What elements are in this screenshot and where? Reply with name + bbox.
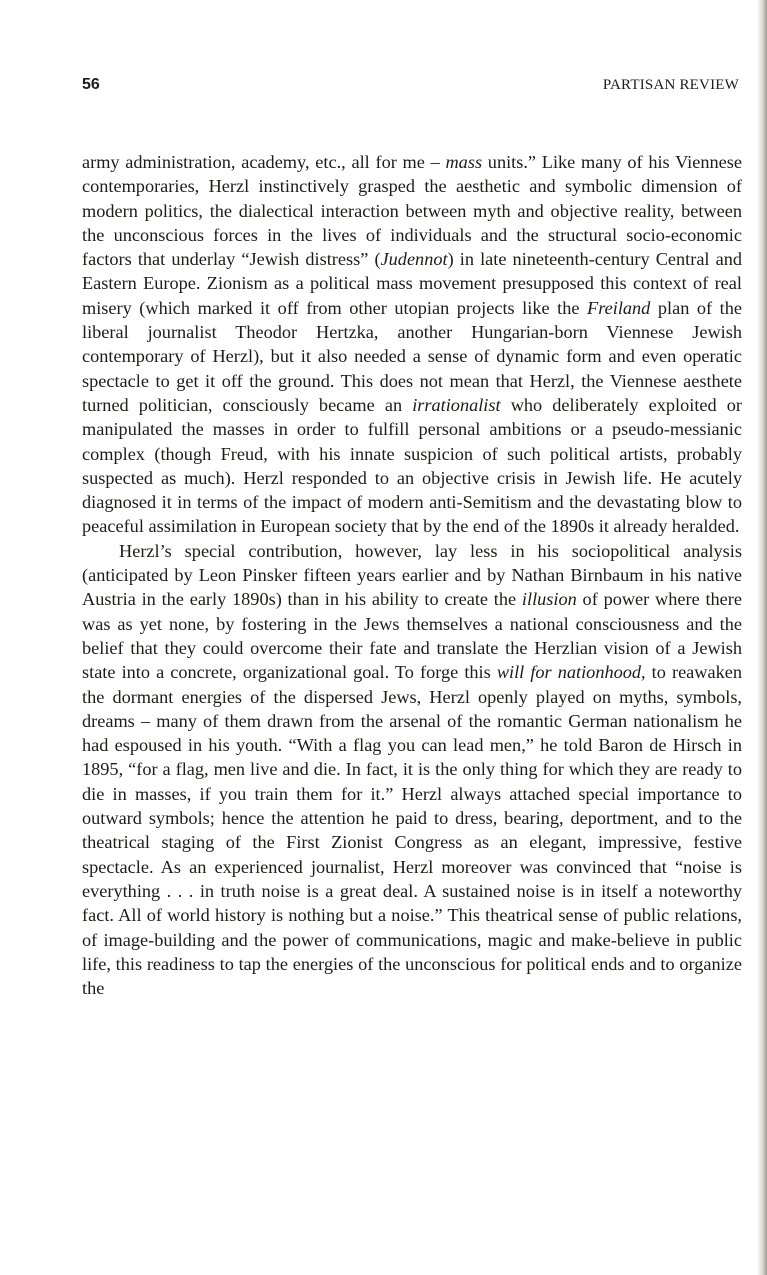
text-run: plan of the liberal journalist Theodor Hertzka, another Hungarian-born Viennese Jewish contemporary of Herzl), but it also needed a sense of dynamic form and even operatic spectacle to get it off the ground. This does not mean that Herzl, the Viennese aesthete turned politician, consciously became an [82,297,742,415]
paragraph-1 [82,150,742,539]
page-number: 56 [82,76,100,93]
italic-text: Freiland [587,297,651,318]
text-run: who deliberately exploited or manipulated the masses in order to fulfill personal ambitions or a pseudo-messianic complex (though Freud, with his innate suspicion of such political artists, probably suspected as much). Herzl responded to an objective crisis in Jewish life. He acutely diagnosed it in terms of the impact of modern anti-Semitism and the devastating blow to peaceful assimilation in European society that by the end of the 1890s it already heralded. [82,394,743,537]
italic-text: Judennot [380,249,448,270]
page-header [82,76,739,102]
italic-text: illusion [521,589,577,610]
running-head: PARTISAN REVIEW [602,77,739,93]
text-run: to reawaken the dormant energies of the dispersed Jews, Herzl openly played on myths, symbols, dreams – many of them drawn from the arsenal of the romantic German nationalism he had espoused in his youth. “With a flag you can lead men,” he told Baron de Hirsch in 1895, “for a flag, men live and die. In fact, it is the only thing for which they are ready to die in masses, if you train them for it.” Herzl always attached special importance to outward symbols; hence the attention he paid to dress, bearing, deportment, and to the theatrical staging of the First Zionist Congress as an elegant, impressive, festive spectacle. As an experienced journalist, Herzl moreover was convinced that “noise is everything . . . in truth noise is a great deal. A sustained noise is in itself a noteworthy fact. All of world history is nothing but a noise.” This theatrical sense of public relations, of image-building and the power of communications, magic and make-believe in public life, this readiness to tap the energies of the unconscious for political ends and to organize the [82,662,743,999]
paragraph-2 [82,539,742,1001]
italic-text: will for nationhood, [496,662,646,683]
text-run: of power where there was as yet none, by fostering in the Jews themselves a national consciousness and the belief that they could overcome their fate and translate the Herzlian vision of a Jewish state into a concrete, organizational goal. To forge this [82,589,742,683]
text-run: army administration, academy, etc., all for me – [82,152,446,172]
text-run: units.” Like many of his Viennese contemporaries, Herzl instinctively grasped the aesthetic and symbolic dimension of modern politics, the dialectical interaction between myth and objective reality, between the unconscious forces in the lives of individuals and the structural socio-economic factors that underlay “Jewish distress” ( [82,152,742,270]
italic-text: mass [445,152,483,172]
text-run: ) in late nineteenth-century Central and Eastern Europe. Zionism as a political mass movement presupposed this context of real misery (which marked it off from other utopian projects like the [82,249,743,318]
text-run: Herzl’s special contribution, however, lay less in his sociopolitical analysis (anticipated by Leon Pinsker fifteen years earlier and by Nathan Birnbaum in his native Austria in the early 1890s) than in his ability to create the [82,540,742,610]
page-edge [757,0,767,1275]
italic-text: irrationalist [412,394,501,415]
body-text [82,150,742,1000]
